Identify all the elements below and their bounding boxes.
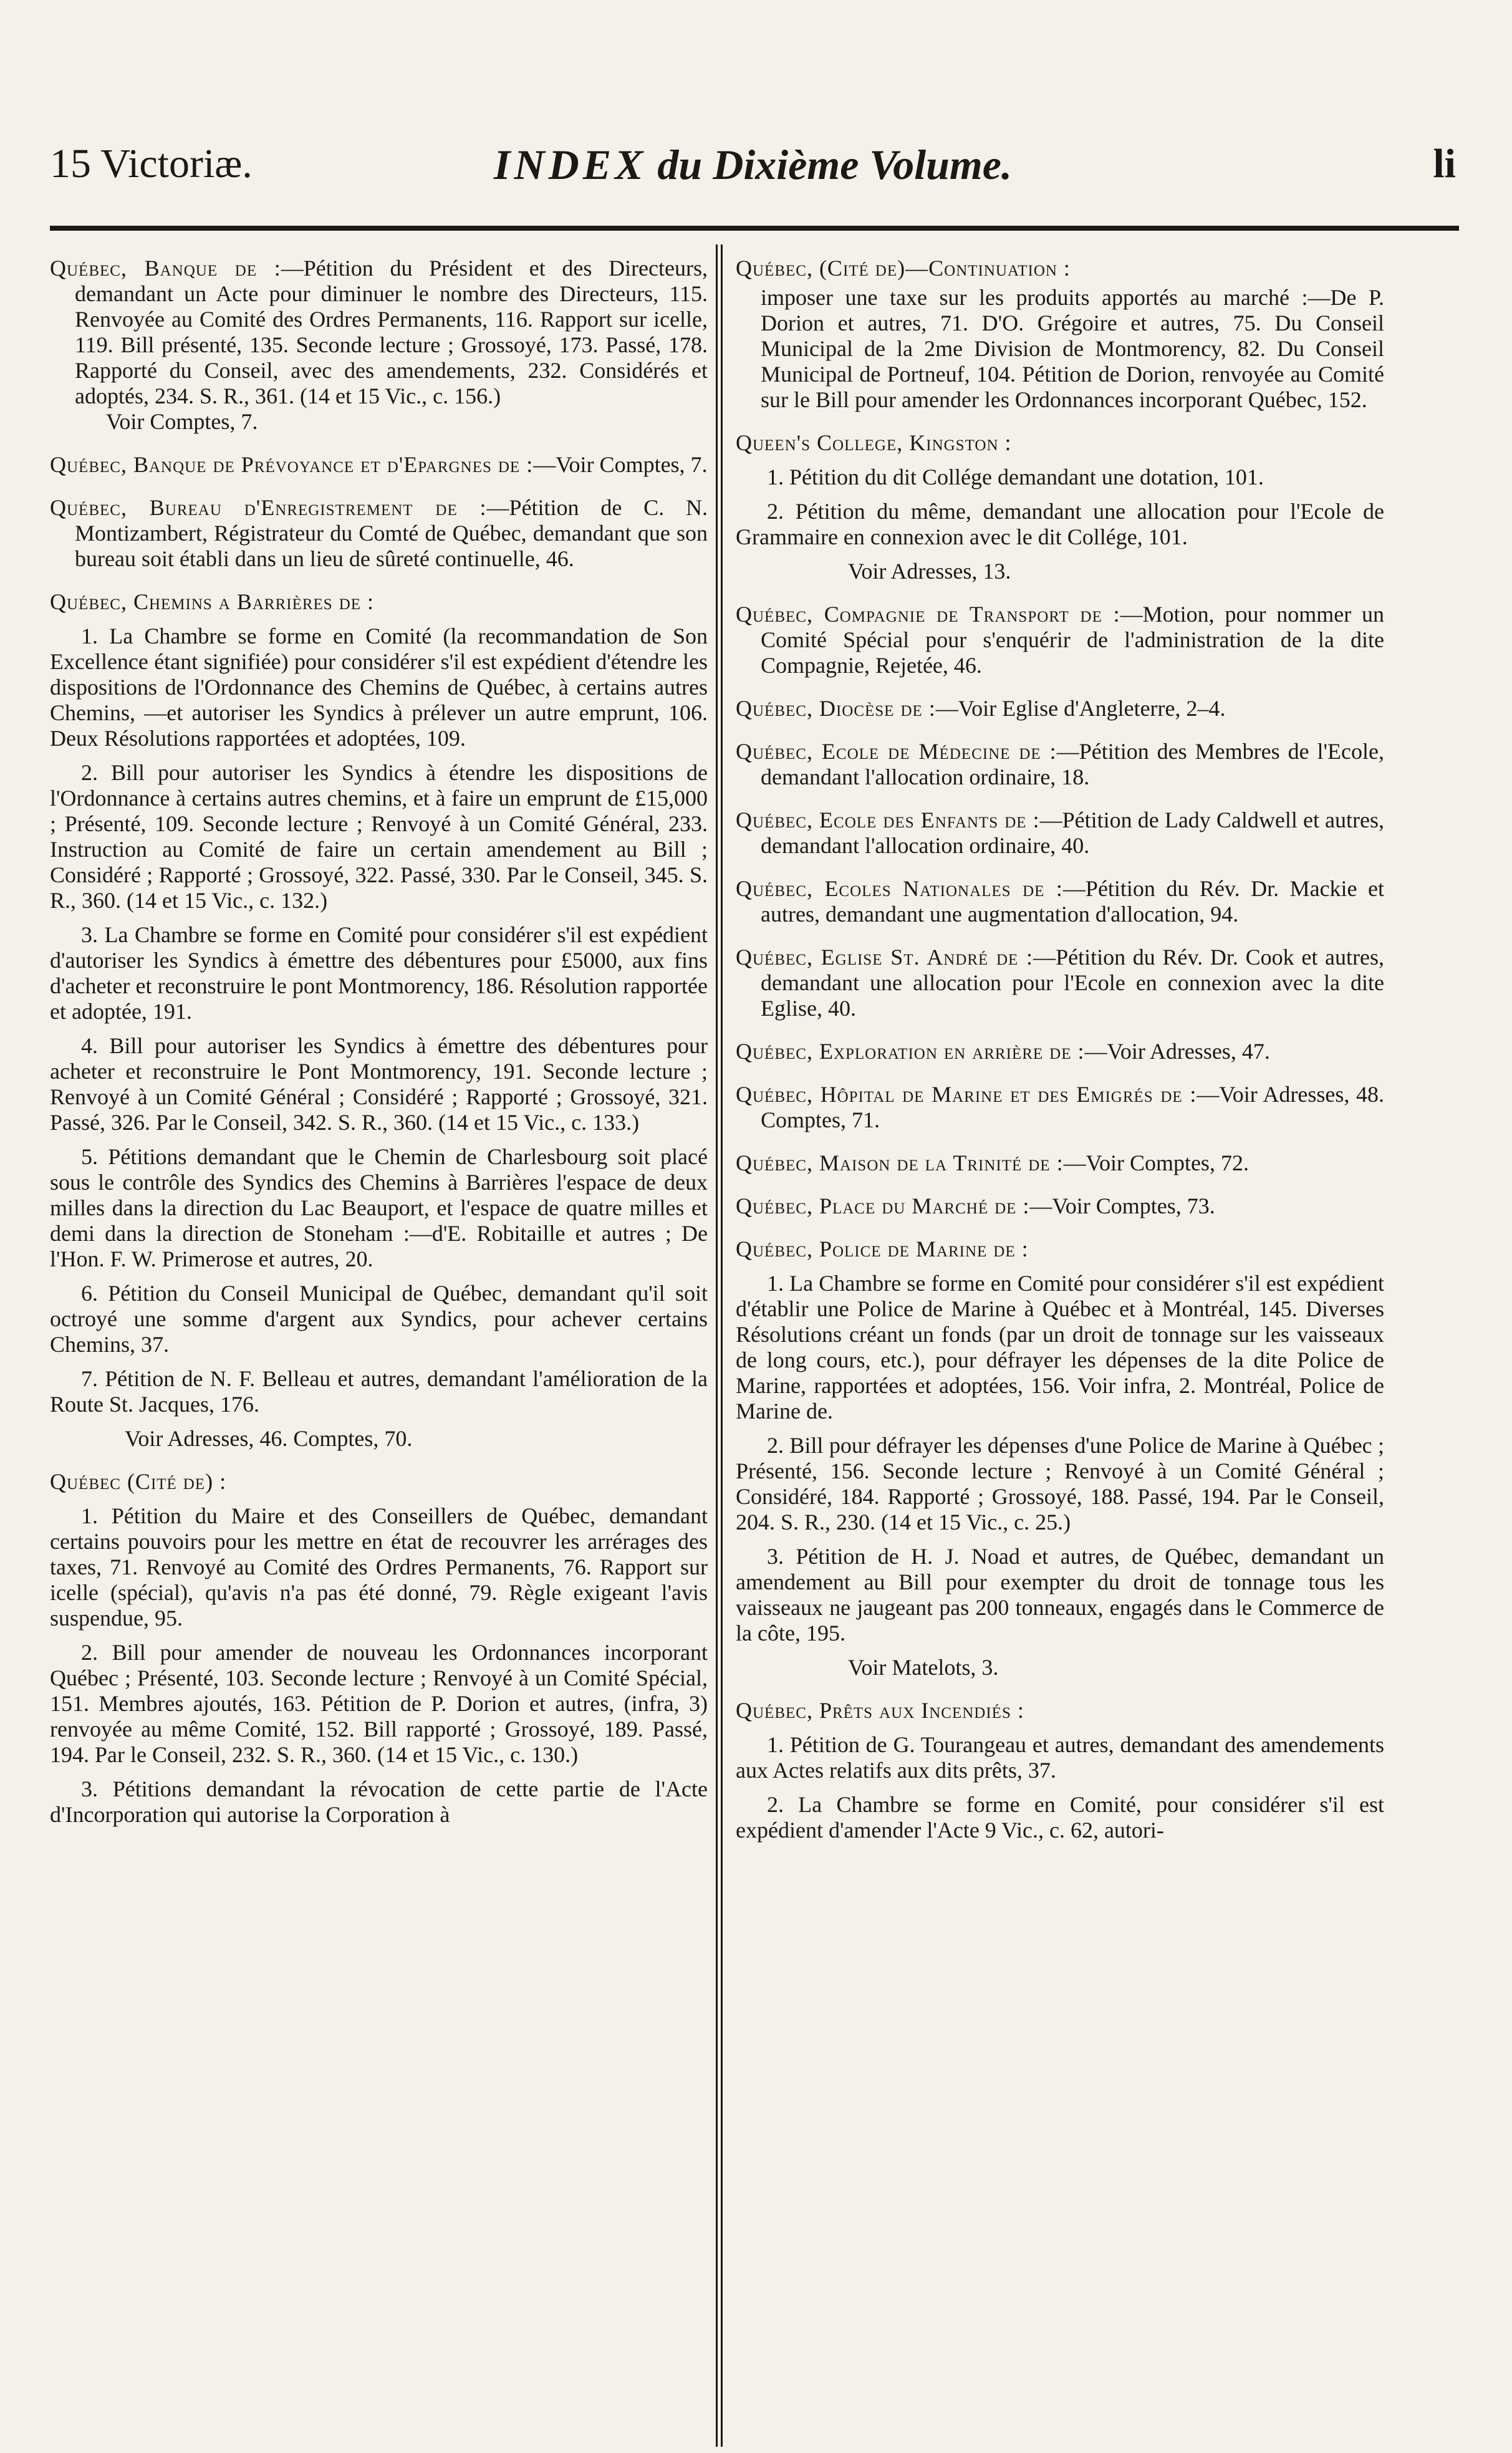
- entry-chemins: [50, 589, 708, 1452]
- entry-heading: Québec (Cité de) :: [50, 1469, 227, 1494]
- entry-heading: Québec, Place du Marché de :: [736, 1193, 1030, 1218]
- entry-nationales: [736, 876, 1384, 927]
- entry-prevoyance: [50, 452, 708, 478]
- entry-heading: Québec, Ecole des Enfants de :: [736, 807, 1040, 832]
- column-divider-right: [721, 244, 723, 2447]
- entry-text: —Pétition du Président et des Directeurs, demandant un Acte pour diminuer le nombre des Directeurs, 115. Renvoyée au Comité des Ordres Permanents, 116. Rapport sur icelle, 119. Bill présenté, 135. Seconde lecture ; Grossoyé, 173. Passé, 178. Rapporté du Conseil, avec des amendements, 232. Considérés et adoptés, 234. S. R., 361. (14 et 15 Vic., c. 156.): [75, 256, 708, 408]
- sub-entry: 3. Pétitions demandant la révocation de cette partie de l'Acte d'Incorporation qui autorise la Corporation à: [50, 1776, 708, 1827]
- entry-enfants: [736, 807, 1384, 859]
- sub-entry: 1. La Chambre se forme en Comité (la recommandation de Son Excellence étant signifiée) pour considérer s'il est expédient d'étendre les dispositions de l'Ordonnance des Chemins de Québec, à certains autres Chemins, —et autoriser les Syndics à prélever un autre emprunt, 106. Deux Résolutions rapportées et adoptées, 109.: [50, 624, 708, 751]
- entry-text: —Motion, pour nommer un Comité Spécial pour s'enquérir de l'administration de la dite Compagnie, Rejetée, 46.: [761, 602, 1384, 678]
- entry-text: —Voir Comptes, 7.: [533, 452, 708, 477]
- entry-transport: [736, 602, 1384, 678]
- entry-diocese: [736, 696, 1384, 721]
- entry-text: —Voir Adresses, 48. Comptes, 71.: [761, 1082, 1384, 1132]
- cross-reference: Voir Adresses, 13.: [848, 559, 1011, 584]
- cross-reference: Voir Matelots, 3.: [848, 1655, 999, 1680]
- entry-heading: Québec, Exploration en arrière de :: [736, 1039, 1085, 1064]
- entry-heading: Québec, Banque de Prévoyance et d'Epargnes de :: [50, 452, 534, 477]
- cross-reference: Voir Adresses, 46. Comptes, 70.: [125, 1426, 413, 1451]
- sub-entry: 2. Bill pour amender de nouveau les Ordonnances incorporant Québec ; Présenté, 103. Seconde lecture ; Renvoyé à un Comité Spécial, 151. Membres ajoutés, 163. Pétition de P. Dorion et autres, (infra, 3) renvoyée au même Comité, 152. Bill rapporté ; Grossoyé, 189. Passé, 194. Par le Conseil, 232. S. R., 360. (14 et 15 Vic., c. 130.): [50, 1640, 708, 1767]
- entry-text: —Pétition du Rév. Dr. Mackie et autres, demandant une augmentation d'allocation, 94.: [761, 876, 1385, 927]
- sub-entry: 2. Pétition du même, demandant une allocation pour l'Ecole de Grammaire en connexion avec le dit Collége, 101.: [736, 499, 1384, 549]
- column-divider-left: [716, 244, 718, 2447]
- entry-heading: Québec, Ecoles Nationales de :: [736, 876, 1063, 901]
- sub-entry: 1. Pétition de G. Tourangeau et autres, demandant des amendements aux Actes relatifs aux dits prêts, 37.: [736, 1732, 1384, 1783]
- entry-text: —Voir Adresses, 47.: [1084, 1039, 1270, 1064]
- sub-entry: 2. Bill pour défrayer les dépenses d'une Police de Marine à Québec ; Présenté, 156. Seconde lecture ; Renvoyé à un Comité Général ; Considéré, 184. Rapporté ; Grossoyé, 188. Passé, 194. Par le Conseil, 204. S. R., 230. (14 et 15 Vic., c. 25.): [736, 1433, 1384, 1535]
- entry-text: imposer une taxe sur les produits apportés au marché :—De P. Dorion et autres, 71. D'O. Grégoire et autres, 75. Du Conseil Municipal de la 2me Division de Montmorency, 82. Du Conseil Municipal de Portneuf, 104. Pétition de Dorion, renvoyée au Comité sur le Bill pour amender les Ordonnances incorporant Québec, 152.: [761, 285, 1384, 412]
- sub-entry: 2. La Chambre se forme en Comité, pour considérer s'il est expédient d'amender l'Acte 9 Vic., c. 62, autori-: [736, 1792, 1384, 1843]
- cross-reference: Voir Comptes, 7.: [106, 409, 258, 434]
- header-year: 15 Victoriæ.: [50, 141, 253, 186]
- entry-medecine: [736, 739, 1384, 790]
- entry-cite: [50, 1469, 708, 1828]
- entry-heading: Québec, Compagnie de Transport de :: [736, 602, 1120, 627]
- header-rule: [50, 226, 1459, 231]
- running-header: [50, 140, 1456, 203]
- entry-text: —Voir Eglise d'Angleterre, 2–4.: [935, 696, 1226, 721]
- entry-queens-college: [736, 430, 1384, 584]
- sub-entry: 7. Pétition de N. F. Belleau et autres, demandant l'amélioration de la Route St. Jacques, 176.: [50, 1366, 708, 1417]
- entry-text: —Pétition de C. N. Montizambert, Régistrateur du Comté de Québec, demandant que son bureau soit établi dans un lieu de sûreté continuelle, 46.: [75, 495, 708, 571]
- entry-heading: Québec, (Cité de)—Continuation :: [736, 256, 1071, 281]
- sub-entry: 2. Bill pour autoriser les Syndics à étendre les dispositions de l'Ordonnance à certains autres chemins, et à faire un emprunt de £15,000 ; Présenté, 109. Seconde lecture ; Renvoyé à un Comité Général, 233. Instruction au Comité de faire un certain amendement au Bill ; Considéré ; Rapporté ; Grossoyé, 322. Passé, 330. Par le Conseil, 345. S. R., 360. (14 et 15 Vic., c. 132.): [50, 760, 708, 913]
- entry-exploration: [736, 1039, 1384, 1064]
- entry-text: —Pétition des Membres de l'Ecole, demandant l'allocation ordinaire, 18.: [761, 739, 1384, 789]
- entry-heading: Québec, Chemins a Barrières de :: [50, 589, 375, 614]
- entry-hopital: [736, 1082, 1384, 1133]
- sub-entry: 1. Pétition du Maire et des Conseillers de Québec, demandant certains pouvoirs pour les mettre en état de recouvrer les arrérages des taxes, 71. Renvoyé au Comité des Ordres Permanents, 76. Rapport sur icelle (spécial), qu'avis n'a pas été donné, 79. Règle exigeant l'avis suspendue, 95.: [50, 1503, 708, 1631]
- entry-heading: Québec, Police de Marine de :: [736, 1236, 1029, 1261]
- sub-entry: 1. Pétition du dit Collége demandant une dotation, 101.: [767, 465, 1264, 489]
- entry-text: —Voir Comptes, 72.: [1063, 1150, 1249, 1175]
- entry-heading: Québec, Bureau d'Enregistrement de :: [50, 495, 487, 520]
- entry-heading: Québec, Prêts aux Incendiés :: [736, 1698, 1024, 1723]
- header-title-rest: du Dixième Volume.: [647, 141, 1012, 188]
- sub-entry: 4. Bill pour autoriser les Syndics à émettre des débentures pour acheter et reconstruire le Pont Montmorency, 191. Seconde lecture ; Renvoyé à un Comité Général ; Considéré ; Rapporté ; Grossoyé, 321. Passé, 326. Par le Conseil, 342. S. R., 360. (14 et 15 Vic., c. 133.): [50, 1033, 708, 1135]
- entry-text: —Voir Comptes, 73.: [1029, 1193, 1215, 1218]
- entry-heading: Québec, Maison de la Trinité de :: [736, 1150, 1064, 1175]
- entry-text: —Pétition de Lady Caldwell et autres, demandant l'allocation ordinaire, 40.: [761, 807, 1384, 858]
- entry-cite-continuation: [736, 256, 1384, 413]
- sub-entry: 3. Pétition de H. J. Noad et autres, de Québec, demandant un amendement au Bill pour exempter du droit de tonnage tous les vaisseaux ne jaugeant pas 200 tonneaux, engagés dans le Commerce de la côte, 195.: [736, 1544, 1384, 1646]
- header-title-main: INDEX: [494, 141, 647, 188]
- right-column: [736, 256, 1384, 1861]
- sub-entry: 1. La Chambre se forme en Comité pour considérer s'il est expédient d'établir une Police de Marine à Québec et à Montréal, 145. Diverses Résolutions créant un fonds (par un droit de tonnage sur les vaisseaux de long cours, etc.), pour défrayer les dépenses de la dite Police de Marine, rapportées et adoptées, 156. Voir infra, 2. Montréal, Police de Marine de.: [736, 1271, 1384, 1424]
- entry-heading: Québec, Diocèse de :: [736, 696, 936, 721]
- sub-entry: 3. La Chambre se forme en Comité pour considérer s'il est expédient d'autoriser les Syndics à émettre des débentures pour £5000, aux fins d'acheter et reconstruire le pont Montmorency, 186. Résolution rapportée et adoptée, 191.: [50, 922, 708, 1024]
- sub-entry: 5. Pétitions demandant que le Chemin de Charlesbourg soit placé sous le contrôle des Syndics des Chemins à Barrières l'espace de deux milles dans la direction du Lac Beauport, et l'espace de quatre milles et demi dans la direction de Stoneham :—d'E. Robitaille et autres ; De l'Hon. F. W. Primerose et autres, 20.: [50, 1144, 708, 1271]
- header-title: [50, 140, 1456, 190]
- entry-heading: Québec, Ecole de Médecine de :: [736, 739, 1057, 764]
- page-number: li: [1433, 141, 1456, 186]
- left-column: [50, 256, 708, 1845]
- entry-heading: Québec, Banque de :: [50, 256, 281, 281]
- entry-heading: Queen's College, Kingston :: [736, 430, 1012, 455]
- entry-heading: Québec, Hôpital de Marine et des Emigrés de :: [736, 1082, 1197, 1107]
- entry-prets: [736, 1698, 1384, 1843]
- entry-police: [736, 1236, 1384, 1680]
- sub-entry: 6. Pétition du Conseil Municipal de Québec, demandant qu'il soit octroyé une somme d'argent aux Syndics, pour achever certains Chemins, 37.: [50, 1281, 708, 1357]
- entry-text: —Pétition du Rév. Dr. Cook et autres, demandant une allocation pour l'Ecole en connexion avec la dite Eglise, 40.: [761, 945, 1385, 1021]
- entry-trinite: [736, 1150, 1384, 1176]
- entry-bureau: [50, 495, 708, 572]
- entry-eglise: [736, 945, 1384, 1021]
- entry-marche: [736, 1193, 1384, 1219]
- entry-banque: [50, 256, 708, 435]
- entry-heading: Québec, Eglise St. André de :: [736, 945, 1034, 970]
